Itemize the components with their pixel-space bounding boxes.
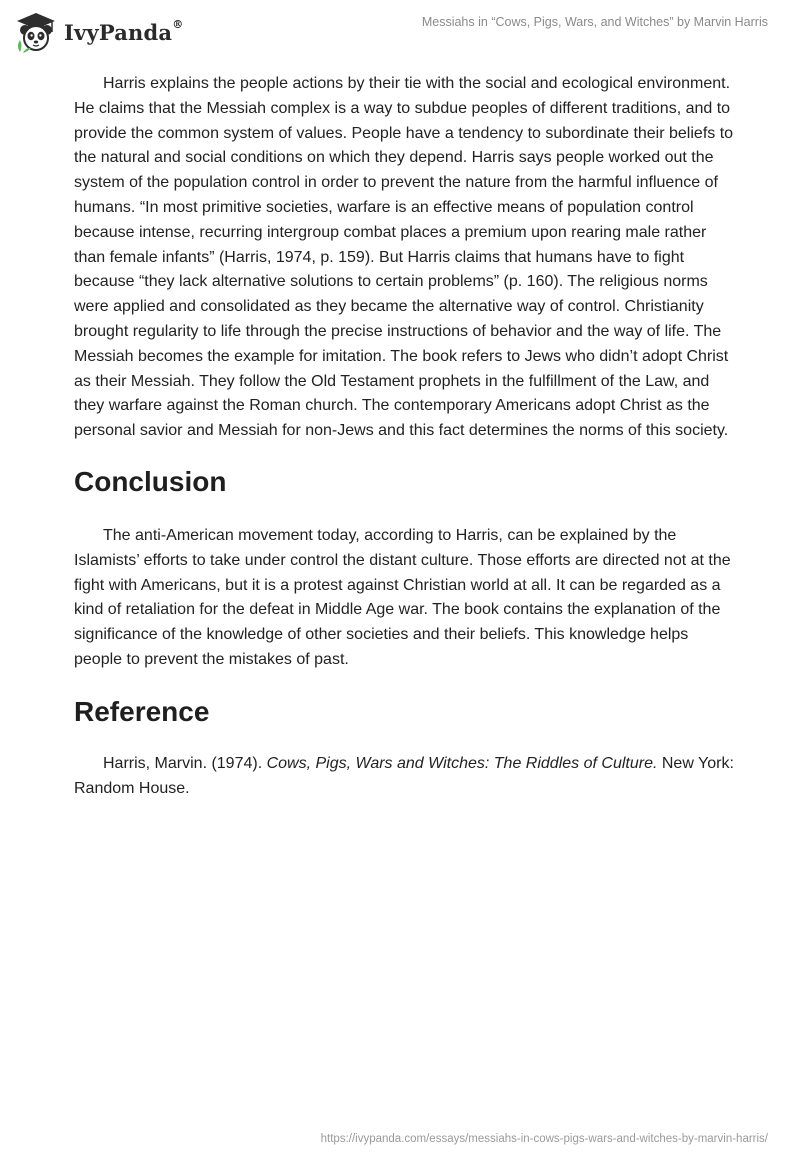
registered-mark: ® — [172, 17, 184, 31]
brand-name — [64, 17, 184, 45]
conclusion-heading: Conclusion — [74, 465, 227, 497]
page-header — [0, 0, 800, 60]
conclusion-paragraph: The anti-American movement today, according to Harris, can be explained by the Islamists’ efforts to take under control the distant culture. Those efforts are directed not at the fight with Americans, but it is a protest against Christian world at all. It can be regarded as a kind of retaliation for the defeat in Middle Age war. The book contains the explanation of the significance of the knowledge of other societies and their beliefs. This knowledge helps people to prevent the mistakes of past. — [74, 526, 731, 668]
brand-name-text: IvyPanda — [64, 19, 173, 45]
reference-heading: Reference — [74, 695, 210, 727]
reference-entry — [74, 752, 734, 802]
essay-body — [74, 72, 734, 801]
document-title: Messiahs in “Cows, Pigs, Wars, and Witches” by Marvin Harris — [421, 15, 768, 29]
reference-publisher: New York: Random House. — [74, 754, 734, 797]
intro-paragraph: Harris explains the people actions by their tie with the social and ecological environment. He claims that the Messiah complex is a way to subdue peoples of different traditions, and to provide the common system of values. People have a tendency to subordinate their beliefs to the natural and social conditions on which they depend. Harris says people worked out the system of the population control in order to prevent the nature from the harmful influence of humans. “In most primitive societies, warfare is an effective means of population control because intense, recurring intergroup combat places a premium upon rearing male rather than female infants” (Harris, 1974, p. 159). But Harris claims that humans have to fight because “they lack alternative solutions to certain problems” (p. 160). The religious norms were applied and consolidated as they became the alternative way of control. Christianity brought regularity to life through the precise instructions of behavior and the way of life. The Messiah becomes the example for imitation. The book refers to Jews who didn’t adopt Christ as their Messiah. They follow the Old Testament prophets in the fulfillment of the Law, and they warfare against the Roman church. The contemporary Americans adopt Christ as the personal savior and Messiah for non-Jews and this fact determines the norms of this society. — [74, 75, 734, 440]
reference-author-year: Harris, Marvin. (1974). — [103, 754, 267, 772]
footer-url-link[interactable]: https://ivypanda.com/essays/messiahs-in-cows-pigs-wars-and-witches-by-marvin-harris/ — [320, 1133, 768, 1145]
reference-title: Cows, Pigs, Wars and Witches: The Riddles of Culture. — [266, 754, 658, 772]
panda-graduate-icon — [14, 10, 58, 54]
brand-logo[interactable] — [14, 8, 183, 56]
